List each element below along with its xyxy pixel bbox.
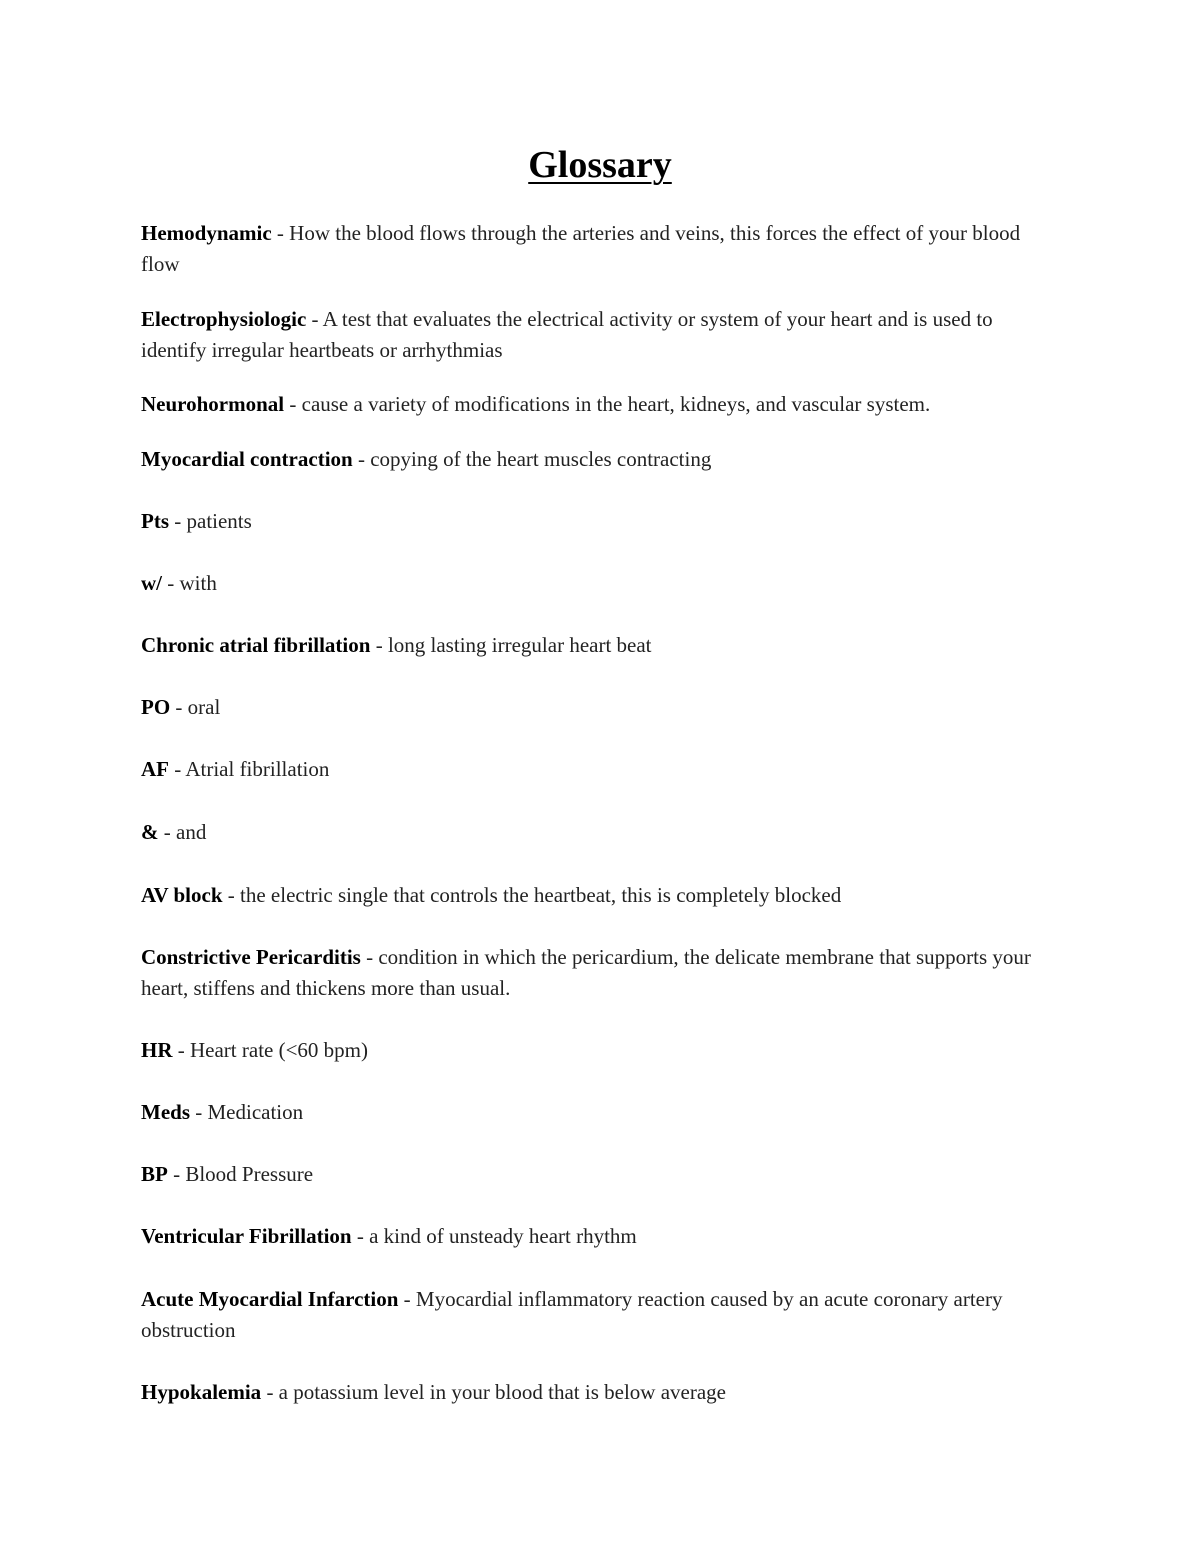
entry-term: Hemodynamic [141,221,272,245]
entry-definition: - Blood Pressure [167,1162,314,1186]
entry-term: & [141,820,159,844]
entry-definition: - the electric single that controls the heartbeat, this is completely blocked [222,883,842,907]
entry-term: Constrictive Pericarditis [141,945,361,969]
glossary-entry [141,817,1056,848]
glossary-entry [141,1284,1056,1346]
entry-definition: - a kind of unsteady heart rhythm [351,1224,637,1248]
entry-term: Acute Myocardial Infarction [141,1287,399,1311]
entry-term: Myocardial contraction [141,447,353,471]
glossary-entry [141,568,1056,599]
title-text: Glossary [528,144,672,186]
entry-definition: - long lasting irregular heart beat [370,633,652,657]
entry-term: HR [141,1038,173,1062]
entry-definition: - A test that evaluates the electrical activity or system of your heart and is used to identify irregular heartbeats or arrhythmias [141,307,993,362]
entry-term: Hypokalemia [141,1380,262,1404]
glossary-entry [141,444,1056,475]
glossary-entry [141,1221,1056,1252]
glossary-entry [141,692,1056,723]
entry-term: PO [141,695,171,719]
entry-term: w/ [141,571,162,595]
page-title [0,140,1200,190]
entry-term: AV block [141,883,223,907]
glossary-entry [141,1097,1056,1128]
entry-definition: - and [158,820,207,844]
entry-term: AF [141,757,169,781]
entry-definition: - copying of the heart muscles contracting [352,447,712,471]
entry-term: Pts [141,509,169,533]
glossary-entry [141,218,1056,280]
entry-definition: - condition in which the pericardium, the delicate membrane that supports your heart, stiffens and thickens more than usual. [141,945,1031,1000]
entry-term: Meds [141,1100,190,1124]
entry-definition: - Medication [190,1100,304,1124]
entry-term: Neurohormonal [141,392,285,416]
glossary-entry [141,754,1056,785]
entry-definition: - Myocardial inflammatory reaction caused by an acute coronary artery obstruction [141,1287,1003,1342]
entry-term: BP [141,1162,168,1186]
entry-definition: - patients [169,509,252,533]
glossary-entry [141,304,1056,366]
entry-definition: - How the blood flows through the arteries and veins, this forces the effect of your blood flow [141,221,1021,276]
glossary-entry [141,630,1056,661]
glossary-entry [141,1377,1056,1408]
entry-definition: - cause a variety of modifications in the heart, kidneys, and vascular system. [284,392,931,416]
glossary-entry [141,1035,1056,1066]
glossary-entry [141,389,1056,420]
glossary-entry [141,1159,1056,1190]
entry-term: Chronic atrial fibrillation [141,633,371,657]
entry-definition: - Heart rate (<60 bpm) [172,1038,369,1062]
entry-definition: - Atrial fibrillation [169,757,330,781]
entry-definition: - with [162,571,217,595]
entry-definition: - oral [170,695,221,719]
glossary-entry [141,880,1056,911]
entry-term: Electrophysiologic [141,307,307,331]
glossary-entry [141,506,1056,537]
entry-definition: - a potassium level in your blood that is below average [261,1380,726,1404]
entry-term: Ventricular Fibrillation [141,1224,352,1248]
glossary-entry [141,942,1056,1004]
